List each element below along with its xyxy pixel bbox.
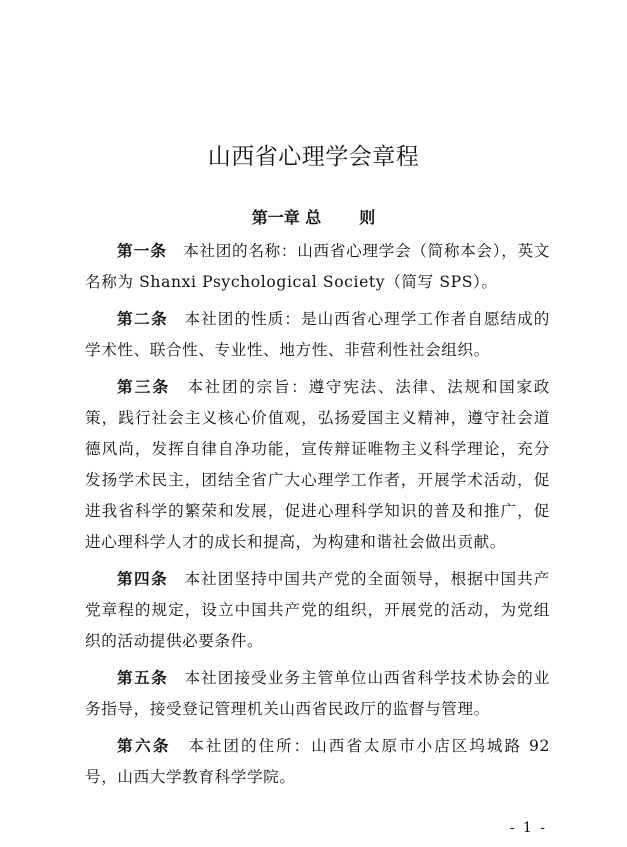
article-5 [85, 663, 550, 725]
page-number: - 1 - [509, 820, 547, 836]
article-text: 本社团的住所：山西省太原市小店区坞城路 92 号，山西大学教育科学学院。 [85, 737, 550, 786]
article-number: 第六条 [117, 737, 171, 755]
chapter-name-part2: 则 [359, 208, 376, 227]
document-title: 山西省心理学会章程 [207, 144, 420, 170]
article-number: 第四条 [117, 570, 169, 588]
article-number: 第五条 [117, 669, 169, 687]
article-text: 本社团坚持中国共产党的全面领导，根据中国共产党章程的规定，设立中国共产党的组织，开展党的活动，为党组织的活动提供必要条件。 [85, 570, 550, 650]
article-6 [85, 731, 550, 793]
chapter-name-part1: 总 [305, 208, 322, 227]
article-text: 本社团的名称：山西省心理学会（简称本会），英文名称为 Shanxi Psychological Society（简写 SPS）。 [85, 242, 550, 291]
article-number: 第二条 [117, 310, 169, 328]
article-3 [85, 372, 550, 558]
article-1 [85, 236, 550, 298]
article-list [85, 236, 550, 799]
article-text: 本社团的性质：是山西省心理学工作者自愿结成的学术性、联合性、专业性、地方性、非营利性社会组织。 [85, 310, 550, 359]
article-text: 本社团接受业务主管单位山西省科学技术协会的业务指导，接受登记管理机关山西省民政厅的监督与管理。 [85, 669, 550, 718]
article-text: 本社团的宗旨：遵守宪法、法律、法规和国家政策，践行社会主义核心价值观，弘扬爱国主义精神，遵守社会道德风尚，发挥自律自净功能，宣传辩证唯物主义科学理论，充分发扬学术民主，团结全省广大心理学工作者，开展学术活动，促进我省科学的繁荣和发展，促进心理科学知识的普及和推广，促进心理科学人才的成长和提高，为构建和谐社会做出贡献。 [85, 378, 550, 551]
article-2 [85, 304, 550, 366]
article-number: 第三条 [117, 378, 171, 396]
chapter-label: 第一章 [251, 208, 300, 227]
chapter-heading [0, 206, 627, 230]
article-4 [85, 564, 550, 657]
article-number: 第一条 [117, 242, 168, 260]
